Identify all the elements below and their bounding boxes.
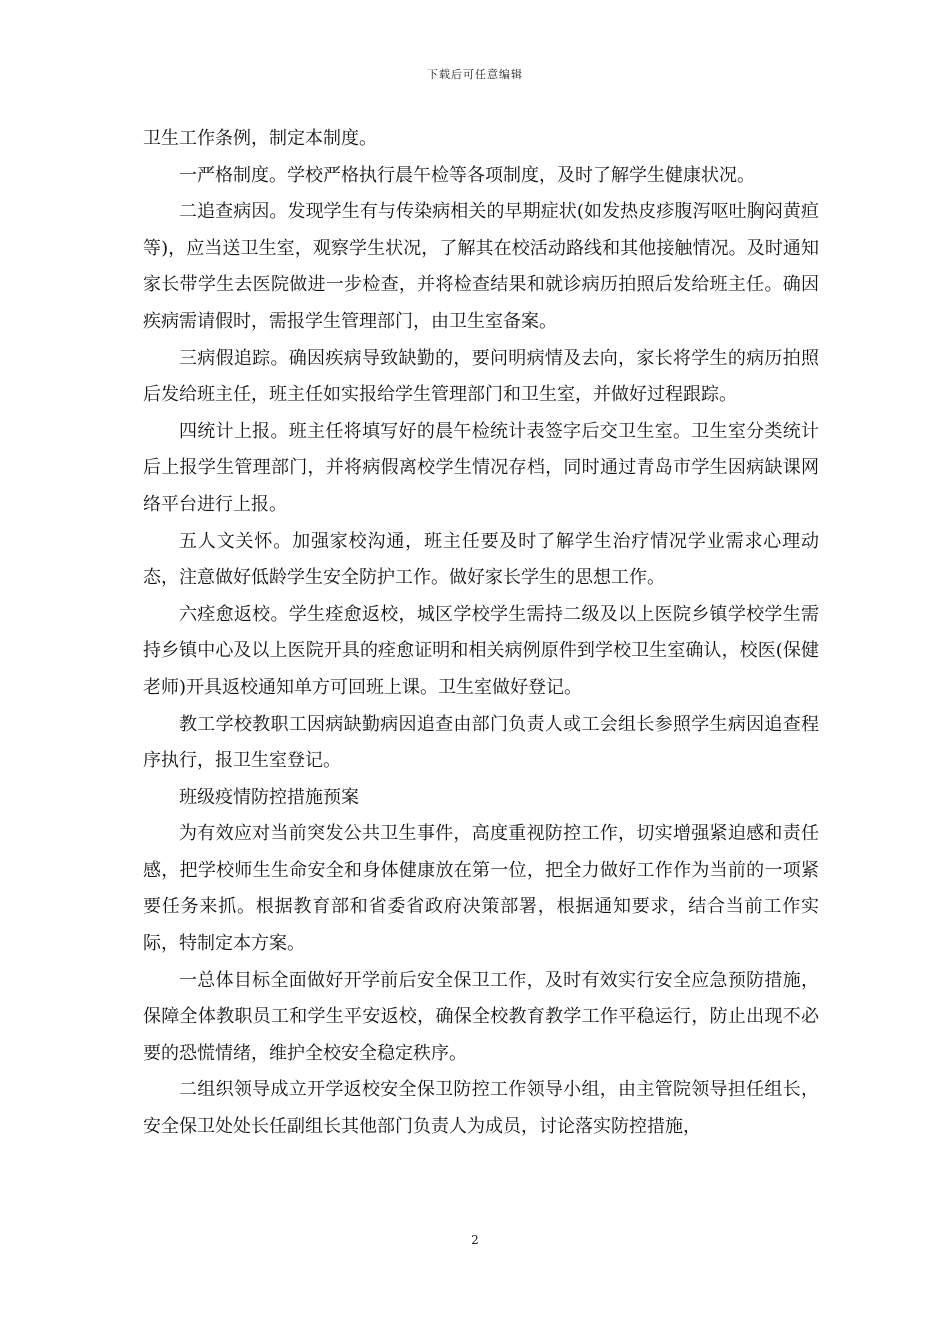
- paragraph-statistics-report: 四统计上报。班主任将填写好的晨午检统计表签字后交卫生室。卫生室分类统计后上报学生管理部门，并将病假离校学生情况存档，同时通过青岛市学生因病缺课网络平台进行上报。: [143, 420, 819, 515]
- paragraph-plan-intro: 为有效应对当前突发公共卫生事件，高度重视防控工作，切实增强紧迫感和责任感，把学校师生生命安全和身体健康放在第一位，把全力做好工作作为当前的一项紧要任务来抓。根据教育部和省委省政府决策部署，根据通知要求，结合当前工作实际，特制定本方案。: [143, 823, 819, 955]
- page-header: 下载后可任意编辑: [427, 68, 523, 81]
- paragraph-strict-system: 一严格制度。学校严格执行晨午检等各项制度，及时了解学生健康状况。: [179, 164, 755, 186]
- section-heading: 班级疫情防控措施预案: [179, 786, 359, 808]
- paragraph-trace-cause: 二追查病因。发现学生有与传染病相关的早期症状(如发热皮疹腹泻呕吐胸闷黄疸等)，应当送卫生室，观察学生状况，了解其在校活动路线和其他接触情况。及时通知家长带学生去医院做进一步检查，并将检查结果和就诊病历拍照后发给班主任。确因疾病需请假时，需报学生管理部门，由卫生室备案。: [143, 201, 819, 332]
- document-body: [143, 121, 819, 1146]
- paragraph-continuation: 卫生工作条例，制定本制度。: [143, 128, 377, 149]
- paragraph-staff: 教工学校教职工因病缺勤病因追查由部门负责人或工会组长参照学生病因追查程序执行，报卫生室登记。: [143, 713, 819, 772]
- paragraph-sick-leave-tracking: 三病假追踪。确因疾病导致缺勤的，要问明病情及去向，家长将学生的病历拍照后发给班主任，班主任如实报给学生管理部门和卫生室，并做好过程跟踪。: [143, 347, 819, 406]
- paragraph-organization: 二组织领导成立开学返校安全保卫防控工作领导小组，由主管院领导担任组长，安全保卫处处长任副组长其他部门负责人为成员，讨论落实防控措施，: [143, 1079, 819, 1138]
- paragraph-overall-goal: 一总体目标全面做好开学前后安全保卫工作，及时有效实行安全应急预防措施，保障全体教职员工和学生平安返校，确保全校教育教学工作平稳运行，防止出现不必要的恐慌情绪，维护全校安全稳定秩序。: [143, 969, 819, 1064]
- page-number: 2: [471, 1233, 479, 1247]
- paragraph-humanistic-care: 五人文关怀。加强家校沟通，班主任要及时了解学生治疗情况学业需求心理动态，注意做好低龄学生安全防护工作。做好家长学生的思想工作。: [143, 530, 819, 589]
- paragraph-return-to-school: 六痊愈返校。学生痊愈返校，城区学校学生需持二级及以上医院乡镇学校学生需持乡镇中心及以上医院开具的痊愈证明和相关病例原件到学校卫生室确认，校医(保健老师)开具返校通知单方可回班上课。卫生室做好登记。: [143, 603, 819, 698]
